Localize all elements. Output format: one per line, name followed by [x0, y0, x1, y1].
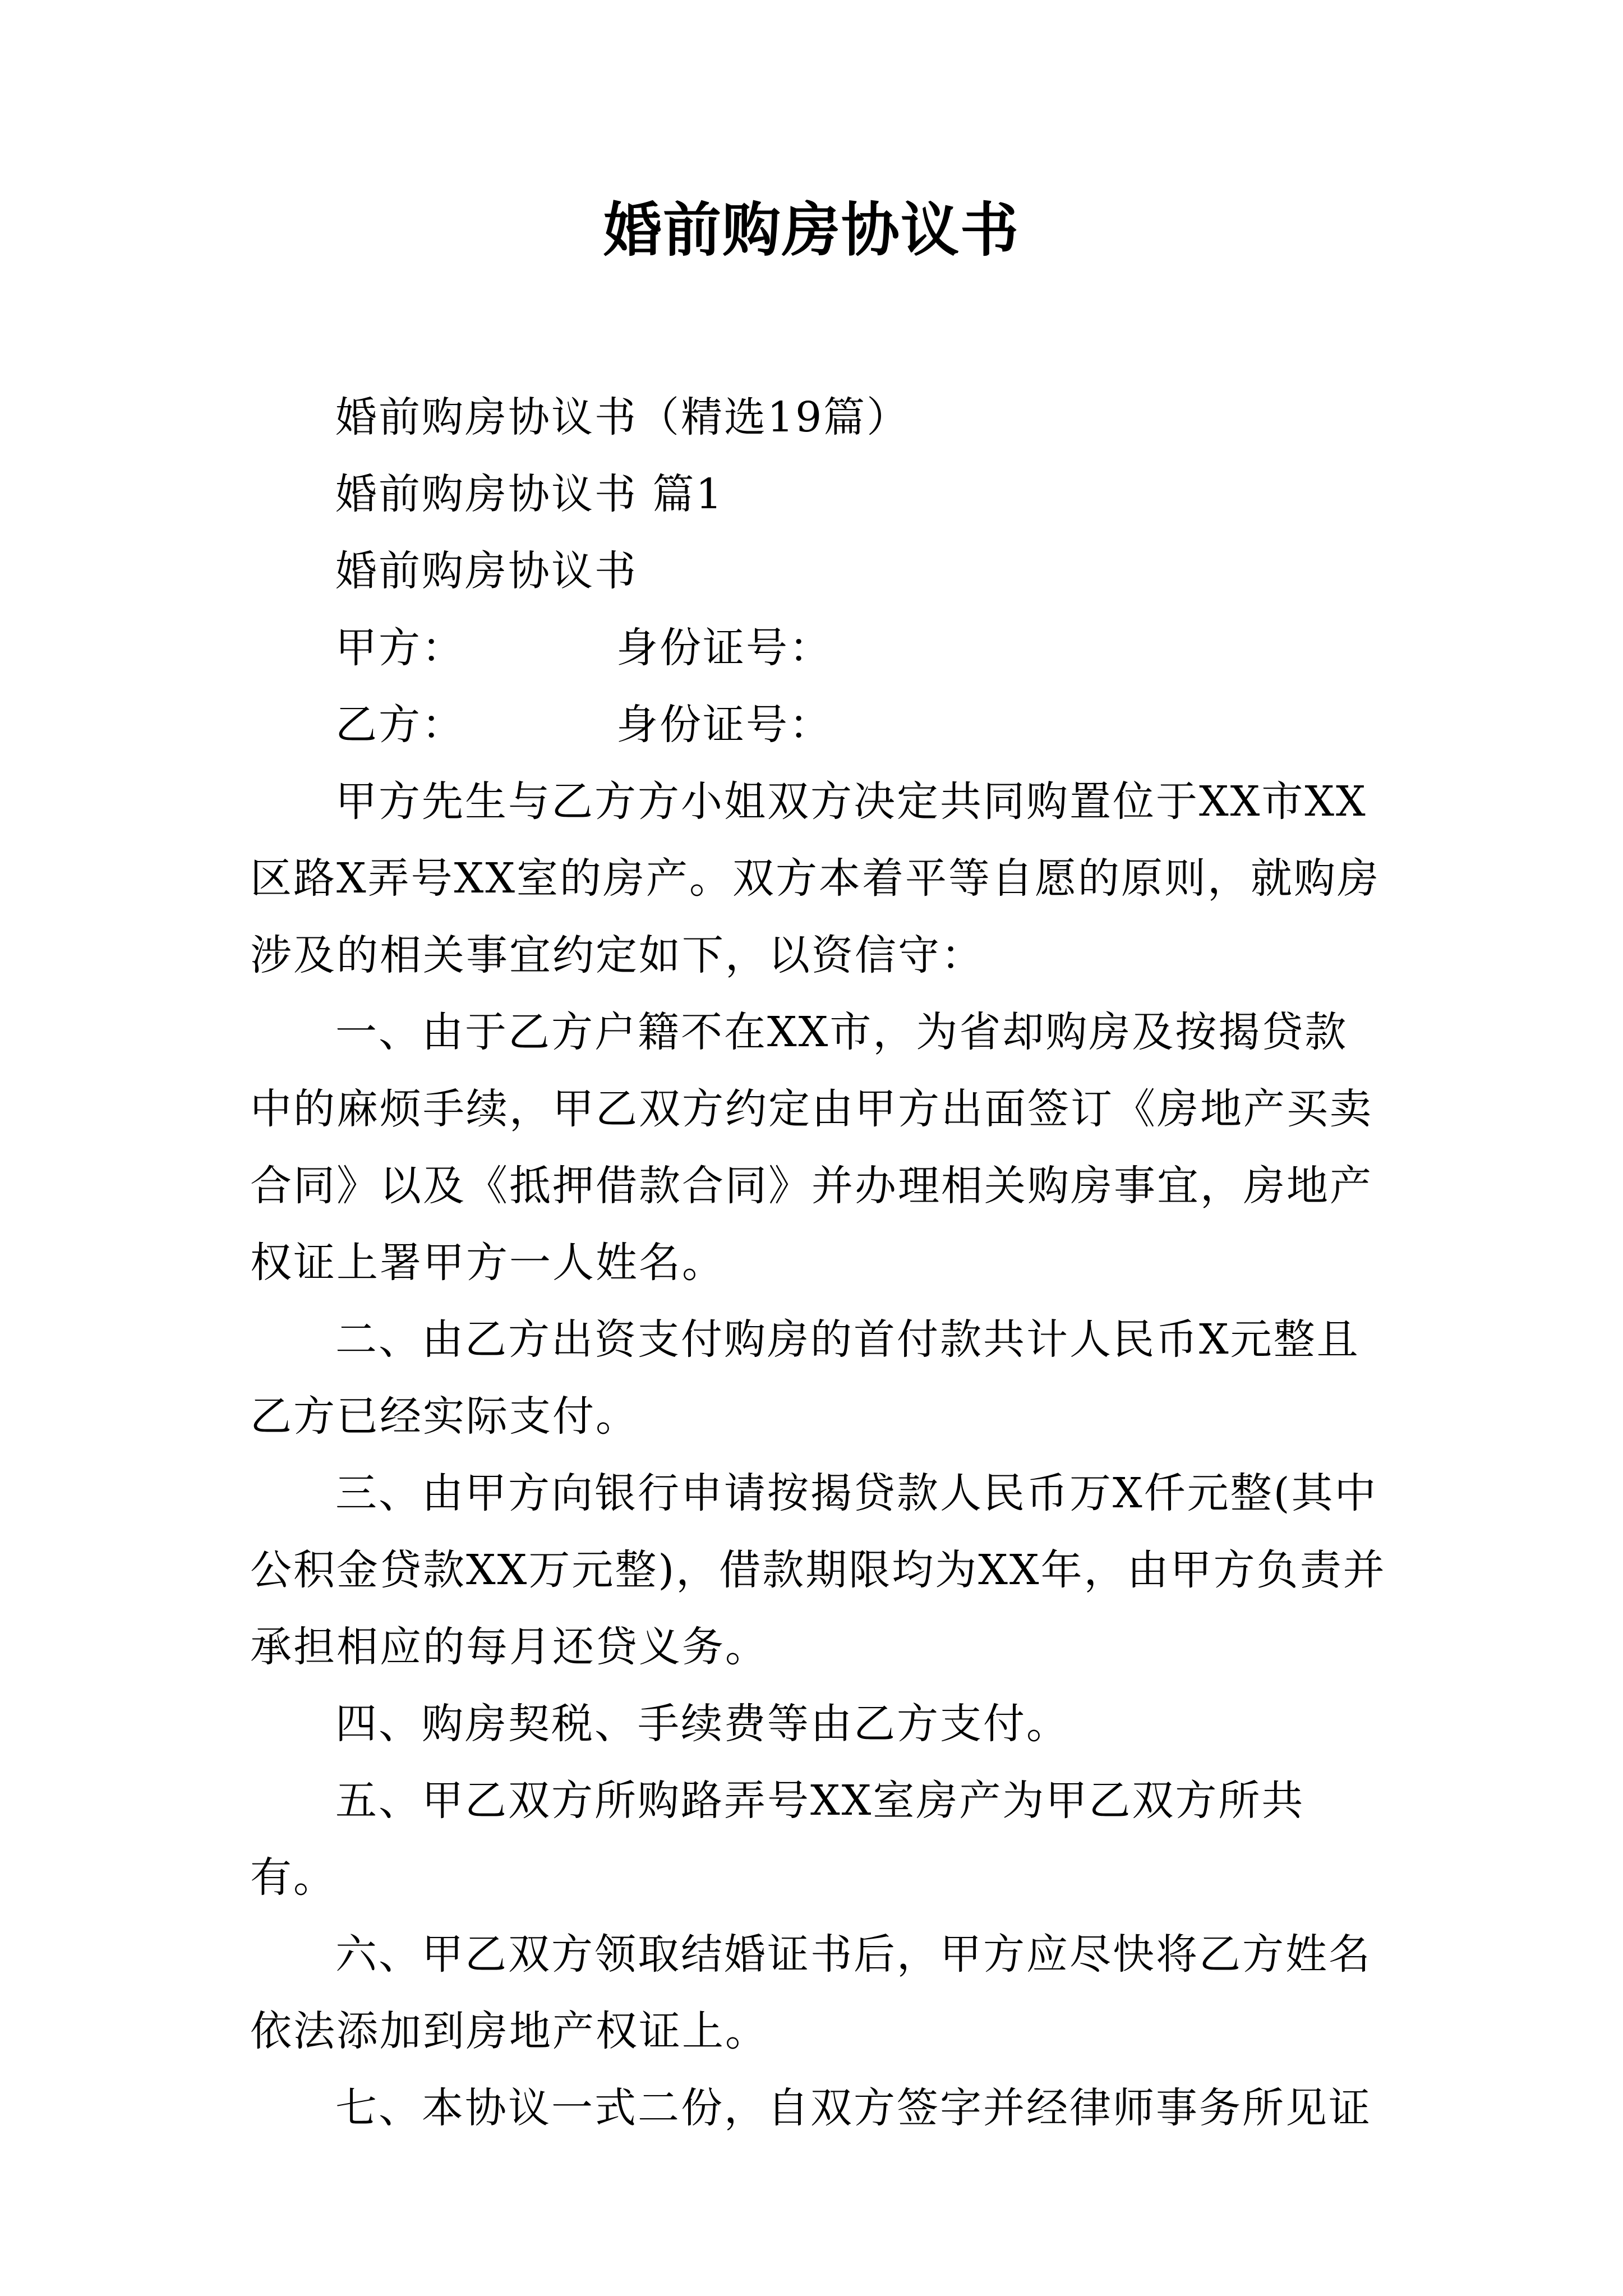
document-title: 婚前购房协议书 — [603, 195, 1020, 264]
clause-5: 五、甲乙双方所购路弄号XX室房产为甲乙双方所共有。 — [250, 1777, 1305, 1902]
intro-paragraph: 甲方先生与乙方方小姐双方决定共同购置位于XX市XX区路X弄号XX室的房产。双方本着平等自愿的原则，就购房涉及的相关事宜约定如下，以资信守： — [250, 777, 1381, 979]
clause-4: 四、购房契税、手续费等由乙方支付。 — [335, 1700, 1069, 1748]
agreement-name: 婚前购房协议书 — [335, 547, 638, 595]
clause-7: 七、本协议一式二份，自双方签字并经律师事务所见证 — [335, 2084, 1372, 2132]
clause-1: 一、由于乙方户籍不在XX市，为省却购房及按揭贷款中的麻烦手续，甲乙双方约定由甲方出面签订《房地产买卖合同》以及《抵押借款合同》并办理相关购房事宜，房地产权证上署甲方一人姓名。 — [250, 1008, 1373, 1287]
document-body — [250, 379, 1389, 2147]
clause-6: 六、甲乙双方领取结婚证书后，甲方应尽快将乙方姓名依法添加到房地产权证上。 — [250, 1930, 1372, 2055]
document-subtitle: 婚前购房协议书（精选19篇） — [335, 393, 910, 441]
party-b-label: 乙方： — [335, 701, 465, 749]
clause-2: 二、由乙方出资支付购房的首付款共计人民币X元整且乙方已经实际支付。 — [250, 1315, 1360, 1441]
party-a-line — [250, 610, 1389, 687]
party-a-id-label: 身份证号： — [616, 624, 832, 672]
clause-3: 三、由甲方向银行申请按揭贷款人民币万X仟元整(其中公积金贷款XX万元整)，借款期限均为XX年，由甲方负责并承担相应的每月还贷义务。 — [250, 1469, 1386, 1671]
party-b-id-label: 身份证号： — [616, 701, 832, 749]
party-a-label: 甲方： — [335, 624, 465, 672]
section-heading: 婚前购房协议书 篇1 — [335, 470, 724, 518]
party-b-line — [250, 687, 1389, 763]
